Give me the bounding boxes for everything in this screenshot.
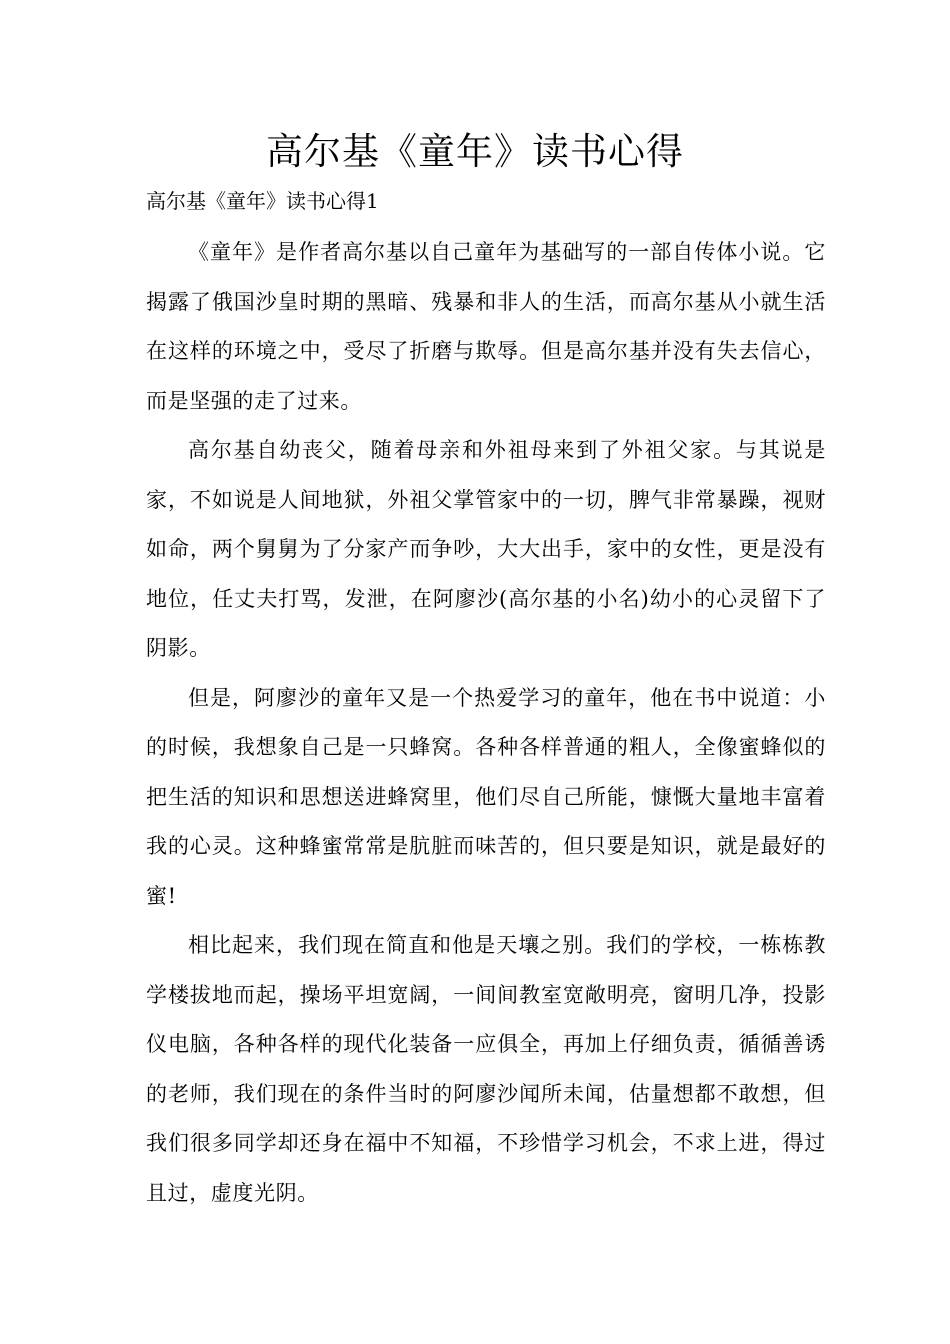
- document-title: 高尔基《童年》读书心得: [266, 130, 684, 173]
- body-text: [146, 228, 826, 1218]
- paragraph-1: 《童年》是作者高尔基以自己童年为基础写的一部自传体小说。它揭露了俄国沙皇时期的黑暗、残暴和非人的生活，而高尔基从小就生活在这样的环境之中，受尽了折磨与欺辱。但是高尔基并没有失去信心，而是坚强的走了过来。: [146, 240, 826, 413]
- paragraph-3: 但是，阿廖沙的童年又是一个热爱学习的童年，他在书中说道：小的时候，我想象自己是一只蜂窝。各种各样普通的粗人，全像蜜蜂似的把生活的知识和思想送进蜂窝里，他们尽自己所能，慷慨大量地丰富着我的心灵。这种蜂蜜常常是肮脏而味苦的，但只要是知识，就是最好的蜜!: [146, 685, 826, 908]
- section-heading: 高尔基《童年》读书心得1: [146, 189, 379, 213]
- paragraph-2: 高尔基自幼丧父，随着母亲和外祖母来到了外祖父家。与其说是家，不如说是人间地狱，外祖父掌管家中的一切，脾气非常暴躁，视财如命，两个舅舅为了分家产而争吵，大大出手，家中的女性，更是没有地位，任丈夫打骂，发泄，在阿廖沙(高尔基的小名)幼小的心灵留下了阴影。: [146, 438, 826, 660]
- paragraph-4: 相比起来，我们现在简直和他是天壤之别。我们的学校，一栋栋教学楼拔地而起，操场平坦宽阔，一间间教室宽敞明亮，窗明几净，投影仪电脑，各种各样的现代化装备一应俱全，再加上仔细负责，循循善诱的老师，我们现在的条件当时的阿廖沙闻所未闻，估量想都不敢想，但我们很多同学却还身在福中不知福，不珍惜学习机会，不求上进，得过且过，虚度光阴。: [146, 933, 826, 1205]
